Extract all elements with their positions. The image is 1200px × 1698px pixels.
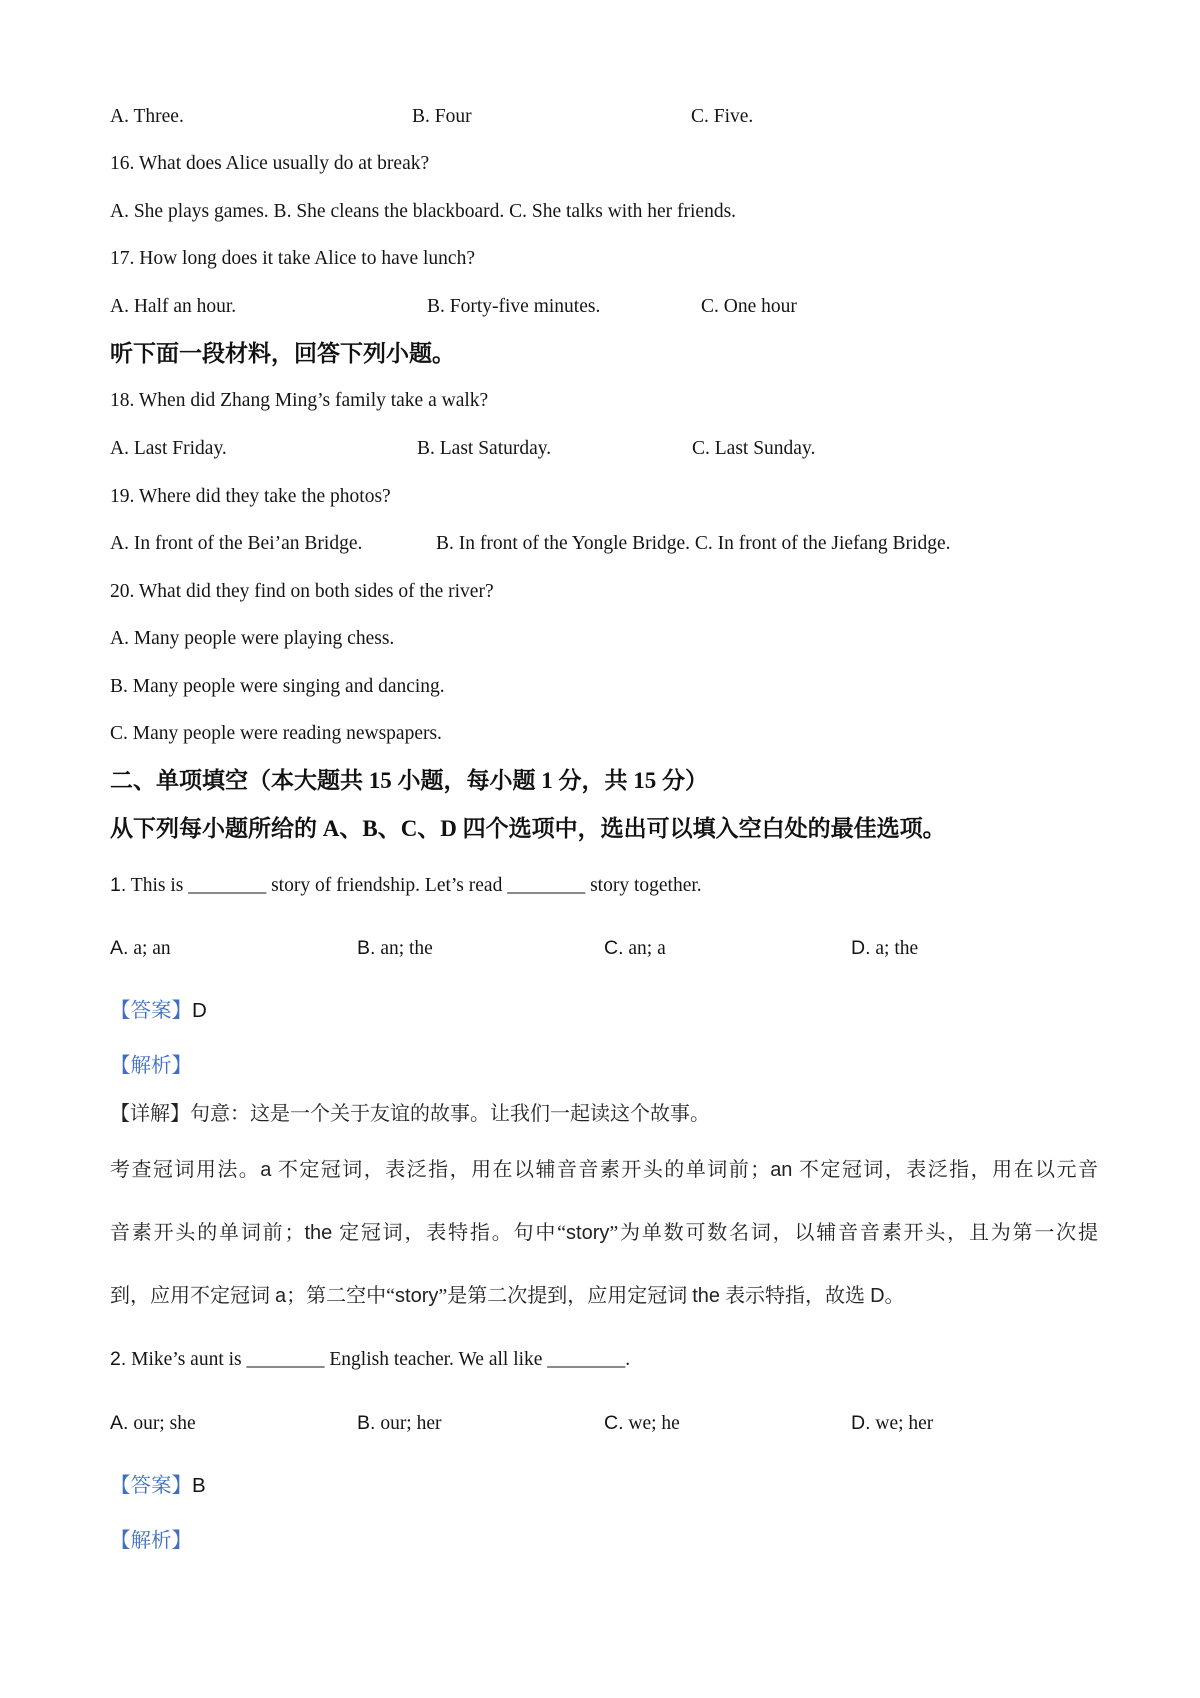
q19-question: 19. Where did they take the photos? (110, 486, 391, 507)
option-text: our; she (133, 1413, 196, 1434)
detail-text: 句意：这是一个关于友谊的故事。让我们一起读这个故事。 (190, 1103, 710, 1125)
item1-option-a (110, 936, 171, 961)
option-letter: A. (110, 937, 129, 959)
option-text: a; the (875, 938, 919, 959)
item2-stem: Mike’s aunt is ________ English teacher. We all like ________. (131, 1349, 631, 1370)
item1-option-b (357, 936, 433, 961)
option-text: a; an (133, 938, 171, 959)
item2-number: 2. (110, 1348, 127, 1370)
option-letter: B. (357, 937, 376, 959)
latin-term: story (395, 1285, 439, 1307)
item1-analysis-label: 【解析】 (110, 1055, 192, 1077)
q20-option-b: B. Many people were singing and dancing. (110, 676, 445, 697)
option-text: our; her (380, 1413, 442, 1434)
option-letter: C. (604, 1412, 624, 1434)
item1-stem-line (110, 873, 702, 898)
item1-number: 1. (110, 874, 127, 896)
option-text: we; he (628, 1413, 680, 1434)
item1-answer-line (110, 998, 207, 1024)
q17-option-c: C. One hour (701, 296, 797, 317)
latin-term: a (260, 1159, 272, 1181)
option-letter: C. (604, 937, 624, 959)
q18-option-c: C. Last Sunday. (692, 438, 816, 459)
latin-term: story (566, 1222, 610, 1244)
latin-term: the (304, 1222, 333, 1244)
option-text: an; the (380, 938, 433, 959)
option-letter: D. (851, 1412, 871, 1434)
item1-detail-line (110, 1101, 710, 1127)
section-heading: 二、单项填空（本大题共 15 小题，每小题 1 分，共 15 分） (110, 768, 708, 793)
q17-question: 17. How long does it take Alice to have lunch? (110, 248, 475, 269)
q20-question: 20. What did they find on both sides of the river? (110, 581, 494, 602)
q18-question: 18. When did Zhang Ming’s family take a walk? (110, 390, 489, 411)
item2-option-b (357, 1411, 442, 1436)
latin-term: the (692, 1285, 721, 1307)
item1-explanation-line-2: 音素开头的单词前；the 定冠词，表特指。句中“story”为单数可数名词，以辅音音素开头，且为第一次提 (110, 1222, 1098, 1244)
answer-label: 【答案】 (110, 1000, 192, 1022)
item2-options (0, 1411, 1200, 1437)
option-text: an; a (628, 938, 666, 959)
q17-options (0, 295, 1200, 321)
item1-stem: This is ________ story of friendship. Let’s read ________ story together. (130, 875, 702, 896)
item2-option-a (110, 1411, 196, 1436)
q20-option-c: C. Many people were reading newspapers. (110, 723, 442, 744)
q20-option-a: A. Many people were playing chess. (110, 628, 395, 649)
answer-value: B (192, 1474, 206, 1497)
item1-explanation-line-3: 到，应用不定冠词 a；第二空中“story”是第二次提到，应用定冠词 the 表示特指，故选 D。 (110, 1285, 905, 1307)
latin-term: a (275, 1285, 287, 1307)
q16-question: 16. What does Alice usually do at break? (110, 153, 430, 174)
option-letter: D. (851, 937, 871, 959)
latin-term: D (870, 1285, 885, 1307)
item1-option-c (604, 936, 666, 961)
q16-options: A. She plays games. B. She cleans the blackboard. C. She talks with her friends. (110, 201, 737, 222)
q19-option-bc: B. In front of the Yongle Bridge. C. In front of the Jiefang Bridge. (436, 533, 951, 554)
q15-option-b: B. Four (412, 106, 472, 127)
item1-explanation-line-1: 考查冠词用法。a 不定冠词，表泛指，用在以辅音音素开头的单词前；an 不定冠词，表泛指，用在以元音 (110, 1159, 1098, 1181)
q15-option-c: C. Five. (691, 106, 754, 127)
section-instruction: 从下列每小题所给的 A、B、C、D 四个选项中，选出可以填入空白处的最佳选项。 (110, 816, 946, 841)
answer-value: D (192, 999, 207, 1022)
item2-analysis-label: 【解析】 (110, 1530, 192, 1552)
q19-option-a: A. In front of the Bei’an Bridge. (110, 533, 363, 554)
item2-stem-line (110, 1347, 630, 1372)
item2-option-c (604, 1411, 680, 1436)
option-letter: B. (357, 1412, 376, 1434)
q15-option-a: A. Three. (110, 106, 184, 127)
item1-option-d (851, 936, 918, 961)
latin-term: an (770, 1159, 793, 1181)
q17-option-a: A. Half an hour. (110, 296, 237, 317)
item2-answer-line (110, 1473, 206, 1499)
q18-option-a: A. Last Friday. (110, 438, 227, 459)
q18-options (0, 437, 1200, 463)
detail-label: 【详解】 (110, 1103, 190, 1125)
option-letter: A. (110, 1412, 129, 1434)
listening-instruction: 听下面一段材料，回答下列小题。 (110, 341, 455, 366)
option-text: we; her (875, 1413, 934, 1434)
q15-options (0, 105, 1200, 131)
answer-label: 【答案】 (110, 1475, 192, 1497)
item2-option-d (851, 1411, 933, 1436)
q19-options (0, 532, 1200, 558)
q17-option-b: B. Forty-five minutes. (427, 296, 601, 317)
item1-options (0, 936, 1200, 962)
q18-option-b: B. Last Saturday. (417, 438, 552, 459)
